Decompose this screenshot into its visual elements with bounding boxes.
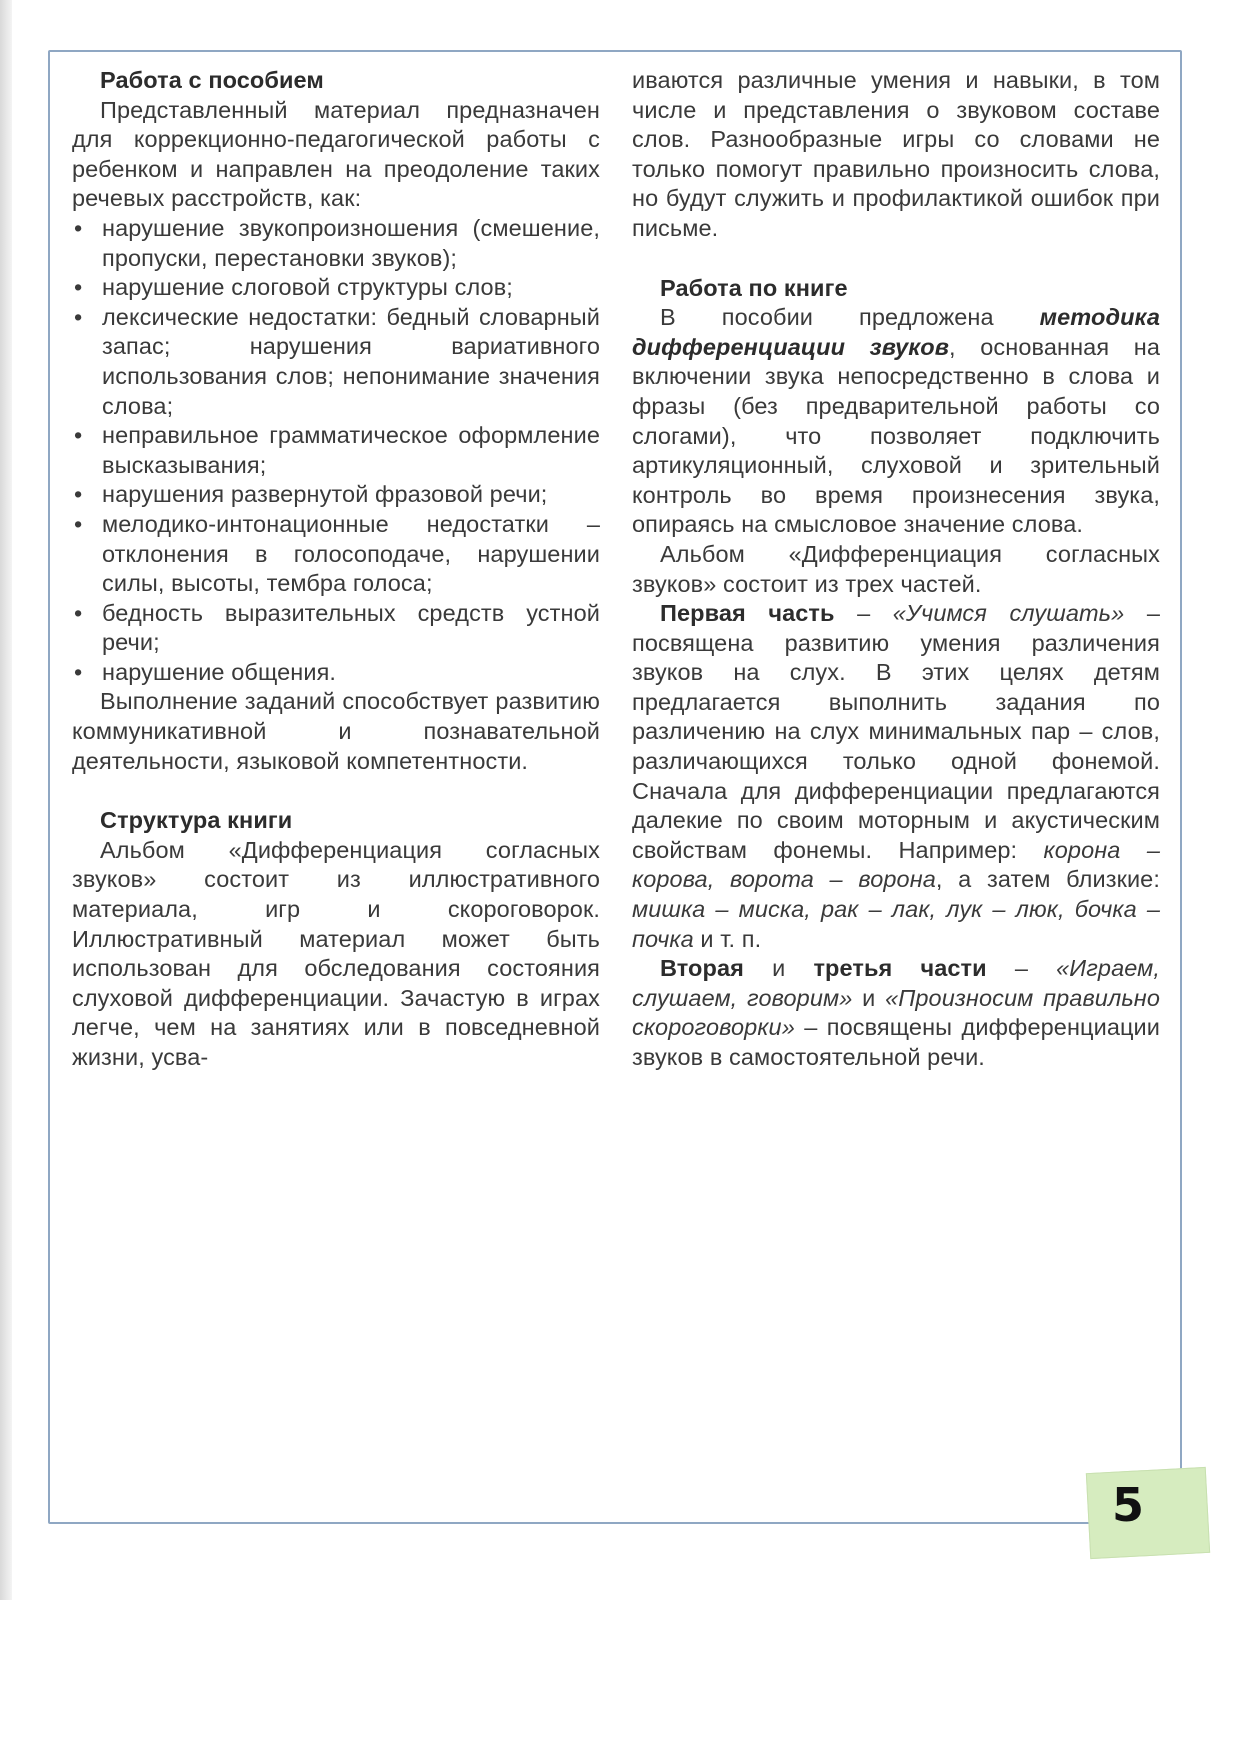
- structure-paragraph: Альбом «Дифференциация согласных звуков» состоит из иллюстративного материала, игр и скороговорок. Иллюстративный материал может быть использован для обследования состояния слуховой дифференциации. Зачастую в играх легче, чем на занятиях или в повседневной жизни, усва-: [72, 836, 600, 1070]
- continued-paragraph: иваются различные умения и навыки, в том числе и представления о звуковом составе слов. Разнообразные игры со словами не только помогут правильно произносить слова, но будут служить и профилактикой ошибок при письме.: [632, 67, 1160, 241]
- text-span: – посвящена развитию умения различения звуков на слух. В этих целях детям предлагается выполнить задания по различению на слух минимальных пар – слов, различающихся только одной фонемой. Сначала для дифференциации предлагаются далекие по своим моторным и акустическим свойствам фонемы. Например:: [632, 600, 1160, 863]
- text-span: и: [743, 955, 814, 982]
- left-column: [72, 66, 600, 1073]
- heading-rabota-po-knige: Работа по книге: [660, 274, 848, 301]
- heading-rabota-s-posobiem: Работа с пособием: [100, 67, 324, 93]
- first-part-label: Первая часть: [660, 600, 835, 627]
- disorders-list: [72, 214, 600, 688]
- text-span: , а затем близкие:: [935, 866, 1160, 893]
- list-item: • неправильное грамматическое оформление высказывания;: [72, 421, 600, 480]
- first-part-paragraph: [632, 599, 1160, 954]
- third-part-title: «Произносим правильно скороговорки»: [632, 984, 1160, 1041]
- intro-paragraph: Представленный материал предназначен для коррекционно-педагогической работы с ребенком и направлен на преодоление таких речевых расстройств, как:: [72, 96, 600, 212]
- example-close: мишка – миска, рак – лак, лук – люк, бочка – почка: [632, 896, 1160, 952]
- heading-struktura-knigi: Структура книги: [100, 807, 293, 834]
- album-paragraph: Альбом «Дифференциация согласных звуков» состоит из трех частей.: [632, 540, 1160, 597]
- example-distant: корона – корова, ворота – ворона: [632, 836, 1160, 893]
- text-span: и: [852, 984, 886, 1011]
- list-item: • нарушение общения.: [72, 658, 600, 688]
- right-column: [632, 66, 1160, 1073]
- third-part-label: третья части: [813, 955, 987, 982]
- first-part-title: «Учимся слушать»: [892, 600, 1125, 627]
- list-item: • нарушения развернутой фразовой речи;: [72, 480, 600, 510]
- second-part-title: «Играем, слушаем, говорим»: [632, 955, 1160, 1011]
- list-item: • нарушение слоговой структуры слов;: [72, 273, 600, 303]
- method-paragraph: [632, 303, 1160, 540]
- text-span: , основанная на включении звука непосредственно в слова и фразы (без предварительной работы со слогами), что позволяет подключить артикуляционный, слуховой и зрительный контроль во время произнесения звука, опираясь на смысловое значение слова.: [632, 333, 1160, 538]
- list-item: • мелодико-интонационные недостатки – отклонения в голосоподаче, нарушении силы, высоты, тембра голоса;: [72, 510, 600, 599]
- text-span: и т. п.: [693, 925, 762, 952]
- text-span: –: [834, 600, 893, 627]
- second-part-label: Вторая: [660, 955, 744, 982]
- list-item: • бедность выразительных средств устной речи;: [72, 599, 600, 658]
- scan-edge-shadow: [0, 0, 12, 1600]
- list-item: • лексические недостатки: бедный словарный запас; нарушения вариативного использования слов; непонимание значения слова;: [72, 303, 600, 421]
- page-number: 5: [1111, 1478, 1144, 1532]
- second-third-part-paragraph: [632, 954, 1160, 1072]
- result-paragraph: Выполнение заданий способствует развитию коммуникативной и познавательной деятельности, языковой компетентности.: [72, 688, 600, 774]
- text-span: В пособии предложена: [660, 304, 1040, 331]
- list-item: • нарушение звукопроизношения (смешение, пропуски, перестановки звуков);: [72, 214, 600, 273]
- text-span: – посвящены дифференциации звуков в самостоятельной речи.: [632, 1014, 1160, 1070]
- method-emphasis: методика дифференциации звуков: [632, 304, 1160, 360]
- text-span: –: [986, 955, 1057, 982]
